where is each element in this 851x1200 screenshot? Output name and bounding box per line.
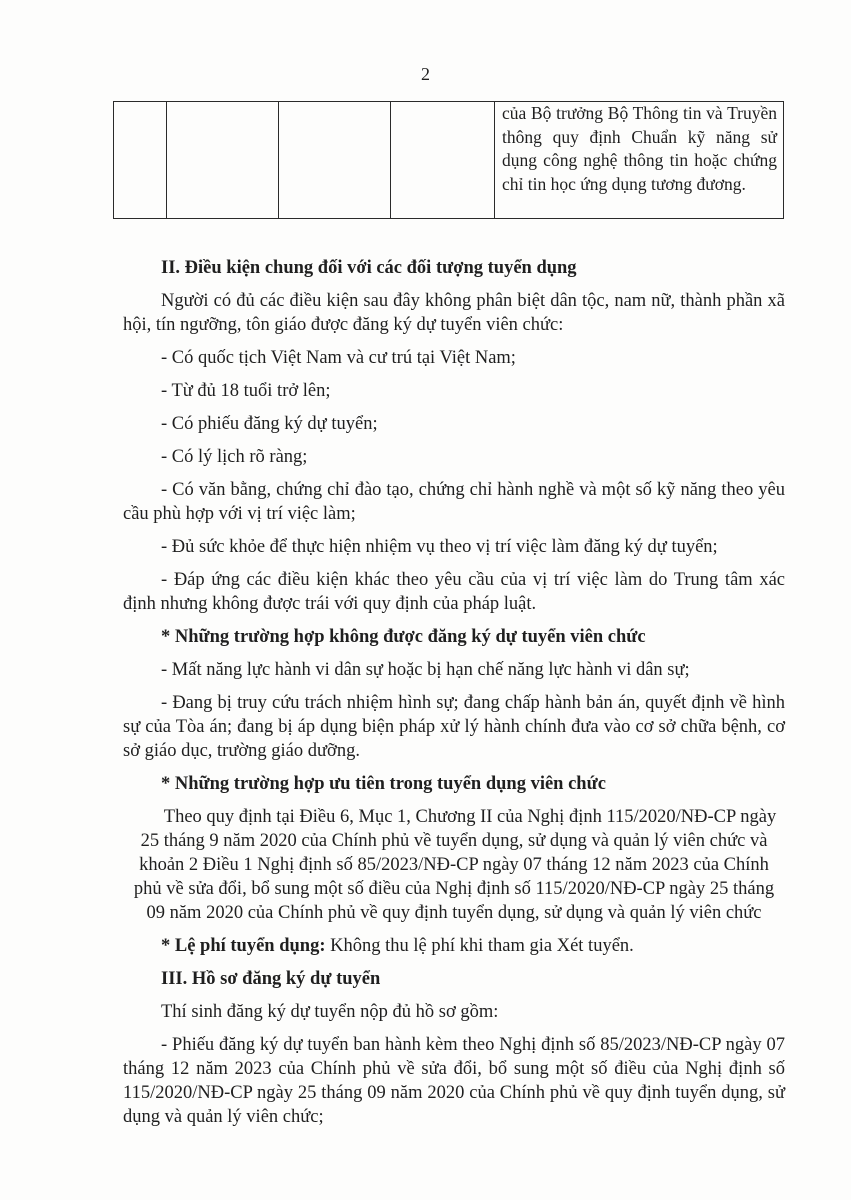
condition-item: - Có phiếu đăng ký dự tuyển;: [161, 414, 378, 434]
fee-label: * Lệ phí tuyển dụng:: [161, 936, 326, 956]
table-cell-empty: [167, 102, 279, 219]
condition-item: - Đủ sức khỏe để thực hiện nhiệm vụ theo vị trí việc làm đăng ký dự tuyển;: [161, 537, 718, 557]
condition-item: - Có lý lịch rõ ràng;: [161, 447, 308, 467]
document-item: - Phiếu đăng ký dự tuyển ban hành kèm theo Nghị định số 85/2023/NĐ-CP ngày 07 tháng 12 năm 2023 của Chính phủ về sửa đổi, bổ sung một số điều của Nghị định số 115/2020/NĐ-CP ngày 25 tháng 09 năm 2020 của Chính phủ về quy định tuyển dụng, sử dụng và quản lý viên chức;: [123, 1035, 785, 1127]
section-2-title: II. Điều kiện chung đối với các đối tượng tuyển dụng: [161, 258, 577, 278]
condition-item: - Đáp ứng các điều kiện khác theo yêu cầu của vị trí việc làm do Trung tâm xác định nhưng không được trái với quy định của pháp luật.: [123, 570, 785, 614]
priority-title: * Những trường hợp ưu tiên trong tuyển dụng viên chức: [161, 774, 606, 794]
continued-table: [113, 101, 784, 219]
condition-item: - Có văn bằng, chứng chỉ đào tạo, chứng chỉ hành nghề và một số kỹ năng theo yêu cầu phù hợp với vị trí việc làm;: [123, 480, 785, 524]
fee-text: Không thu lệ phí khi tham gia Xét tuyển.: [325, 936, 634, 956]
document-body: [123, 256, 785, 1138]
priority-text: Theo quy định tại Điều 6, Mục 1, Chương II của Nghị định 115/2020/NĐ-CP ngày 25 tháng 9 năm 2020 của Chính phủ về tuyển dụng, sử dụng và quản lý viên chức và khoản 2 Điều 1 Nghị định số 85/2023/NĐ-CP ngày 07 tháng 12 năm 2023 của Chính phủ về sửa đổi, bổ sung một số điều của Nghị định số 115/2020/NĐ-CP ngày 25 tháng 09 năm 2020 của Chính phủ về quy định tuyển dụng, sử dụng và quản lý viên chức: [133, 807, 777, 923]
fee-paragraph: [123, 934, 785, 958]
ineligible-title: * Những trường hợp không được đăng ký dự tuyển viên chức: [161, 627, 646, 647]
section-2-intro: Người có đủ các điều kiện sau đây không phân biệt dân tộc, nam nữ, thành phần xã hội, tín ngưỡng, tôn giáo được đăng ký dự tuyển viên chức:: [123, 291, 785, 335]
page-number: 2: [421, 64, 430, 84]
ineligible-item: - Mất năng lực hành vi dân sự hoặc bị hạn chế năng lực hành vi dân sự;: [161, 660, 690, 680]
condition-item: - Có quốc tịch Việt Nam và cư trú tại Việt Nam;: [161, 348, 516, 368]
table-row: [114, 102, 784, 219]
section-3-title: III. Hồ sơ đăng ký dự tuyển: [161, 969, 381, 989]
ineligible-item: - Đang bị truy cứu trách nhiệm hình sự; đang chấp hành bản án, quyết định về hình sự của Tòa án; đang bị áp dụng biện pháp xử lý hành chính đưa vào cơ sở chữa bệnh, cơ sở giáo dục, trường giáo dưỡng.: [123, 693, 785, 761]
table-cell-requirement: [495, 102, 784, 219]
table-cell-text: của Bộ trưởng Bộ Thông tin và Truyền thông quy định Chuẩn kỹ năng sử dụng công nghệ thông tin hoặc chứng chỉ tin học ứng dụng tương đương.: [502, 103, 777, 194]
table-cell-empty: [279, 102, 391, 219]
section-3-intro: Thí sinh đăng ký dự tuyển nộp đủ hồ sơ gồm:: [161, 1002, 499, 1022]
condition-item: - Từ đủ 18 tuổi trở lên;: [161, 381, 331, 401]
table-cell-empty: [391, 102, 495, 219]
table-cell-empty: [114, 102, 167, 219]
